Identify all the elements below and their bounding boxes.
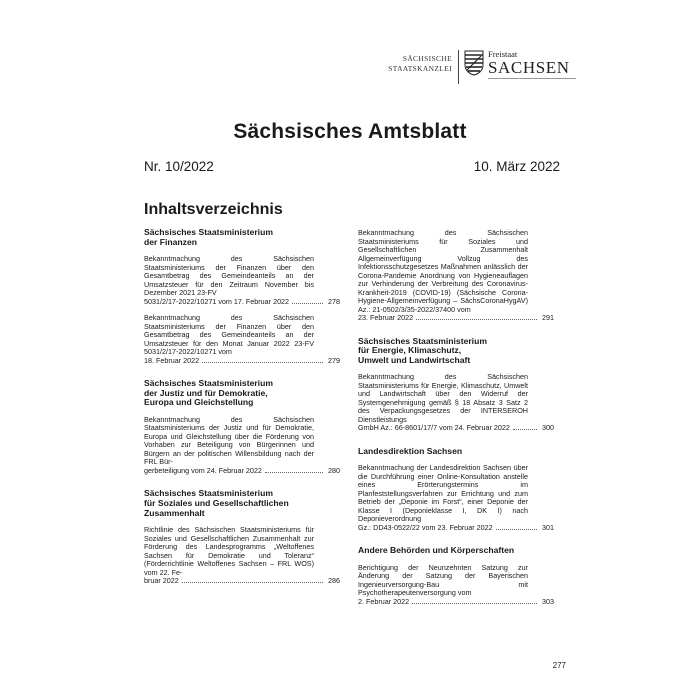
entry-page: 291 [542, 313, 554, 322]
entry-text: Bekanntmachung der Landesdirektion Sachsen über die Durchführung einer Online-Konsultation anstelle eines Erörterungstermins im Planfeststellungsverfahren zur Errichtung und zum Betrieb der „Deponie im Forst“, einer Deponie der Klasse I (Deponieklasse I, DK I) nach Deponieverordnung [358, 463, 528, 524]
toc-entry[interactable] [358, 464, 554, 532]
leader-dots [265, 467, 323, 473]
entry-last-text: gerbeteiligung vom 24. Februar 2022 [144, 465, 262, 475]
section-heading-line: der Finanzen [144, 236, 198, 247]
entry-last-line [144, 577, 340, 586]
header-divider [458, 50, 459, 84]
section-heading [144, 228, 340, 247]
staatskanzlei-logo-text [374, 54, 452, 73]
toc-entry[interactable] [144, 314, 340, 365]
entry-last-text: GmbH Az.: 66-8601/17/7 vom 24. Februar 2022 [358, 423, 510, 433]
leader-dots [292, 298, 323, 304]
entry-text: Bekanntmachung des Sächsischen Staatsministeriums der Finanzen über den Gesamtbetrag des Gemeindeanteils an der Umsatzsteuer für den Zeitraum November bis Dezember 2021 23-FV [144, 254, 314, 298]
entry-last-text: 5031/2/17-2022/10271 vom 17. Februar 2022 [144, 296, 290, 306]
freistaat-label: Freistaat [488, 49, 518, 59]
section-heading-line: Landesdirektion Sachsen [358, 445, 463, 456]
entry-text: Richtlinie des Sächsischen Staatsministeriums für Soziales und Gesellschaftlichen Zusammenhalt zur Förderung des Landesprogramms „Weltoffenes Sachsen für Demokratie und Toleranz“ (Förderrichtlinie Weltoffenes Sachsen – FRL WOS) vom 22. Fe- [144, 525, 314, 577]
leader-dots [182, 577, 323, 583]
saxony-crest-icon [464, 50, 484, 76]
kanzlei-line-1: SÄCHSISCHE [402, 54, 452, 63]
entry-last-line [144, 467, 340, 476]
toc-section [358, 229, 554, 323]
entry-page: 286 [328, 576, 340, 586]
entry-last-line [358, 524, 554, 533]
toc-entry[interactable] [144, 416, 340, 476]
entry-text: Berichtigung der Neunzehnten Satzung zur Änderung der Satzung der Bayerischen Ingenieurversorgung-Bau mit Psychotherapeutenversorgung vom [358, 562, 528, 598]
section-heading [358, 337, 554, 366]
section-heading-line: der Justiz und für Demokratie, [144, 387, 268, 398]
toc-entry[interactable] [358, 229, 554, 323]
issue-number: Nr. 10/2022 [144, 159, 214, 174]
toc-section [144, 489, 340, 585]
section-heading-line: für Energie, Klimaschutz, [358, 345, 462, 356]
toc-entry[interactable] [358, 564, 554, 607]
entry-text: Bekanntmachung des Sächsischen Staatsministeriums für Energie, Klimaschutz, Umwelt und Landwirtschaft über den Widerruf der Systemgenehmigung gemäß § 18 Absatz 3 Satz 2 des Verpackungsgesetzes der INTERSEROH Dienstleistungs [358, 372, 528, 424]
document-page [124, 28, 576, 676]
toc-column-left [144, 228, 340, 600]
toc-section [358, 337, 554, 433]
entry-text: Bekanntmachung des Sächsischen Staatsministeriums für Soziales und Gesellschaftlichen Zusammenhalt Allgemeinverfügung Vollzug des Infektionsschutzgesetzes Maßnahmen anlässlich der Corona-Pandemie Anordnung von Hygieneauflagen zur Verhinderung der Verbreitung des Coronavirus-Krankheit-2019 (COVID-19) (Sächsische Corona-Hygiene-Allgemeinverfügung – SächsCoronaHygAV) Az.: 21-0502/3/35-2022/37400 vom [358, 228, 528, 314]
section-heading-line: Umwelt und Landwirtschaft [358, 354, 471, 365]
entry-last-line [144, 298, 340, 307]
entry-page: 303 [542, 596, 554, 606]
entry-page: 278 [328, 296, 340, 306]
section-heading [144, 379, 340, 408]
entry-last-line [358, 598, 554, 607]
leader-dots [416, 314, 537, 320]
section-heading-line: Sächsisches Staatsministerium [144, 488, 273, 499]
leader-dots [496, 524, 537, 530]
toc-entry[interactable] [358, 373, 554, 433]
entry-page: 280 [328, 465, 340, 475]
entry-page: 279 [328, 355, 340, 365]
section-heading-line: Sächsisches Staatsministerium [144, 378, 273, 389]
leader-dots [513, 424, 537, 430]
entry-text: Bekanntmachung des Sächsischen Staatsministeriums der Finanzen über den Gesamtbetrag des Gemeindeanteils an der Umsatzsteuer für den Monat Januar 2022 23-FV 5031/2/17-2022/10271 vom [144, 313, 314, 357]
entry-last-line [358, 424, 554, 433]
leader-dots [202, 357, 323, 363]
section-heading-line: Zusammenhalt [144, 507, 205, 518]
logo-underline [488, 78, 576, 79]
kanzlei-line-2: STAATSKANZLEI [388, 63, 452, 73]
header [124, 38, 576, 88]
section-heading-line: Andere Behörden und Körperschaften [358, 545, 515, 556]
toc-section [144, 379, 340, 475]
entry-last-text: 2. Februar 2022 [358, 596, 410, 606]
toc-section [144, 228, 340, 365]
toc-entry[interactable] [144, 526, 340, 586]
toc-heading: Inhaltsverzeichnis [144, 201, 283, 218]
document-title: Sächsisches Amtsblatt [233, 120, 467, 143]
section-heading-line: Sächsisches Staatsministerium [358, 335, 487, 346]
section-heading [358, 447, 554, 457]
entry-text: Bekanntmachung des Sächsischen Staatsministeriums der Justiz und für Demokratie, Europa und Gleichstellung über die Förderung von Vorhaben zur Beteiligung von Bürgerinnen und Bürgern an der politischen Willensbildung nach der FRL Bür- [144, 414, 314, 467]
toc-column-right [358, 229, 554, 620]
section-heading [358, 546, 554, 556]
entry-page: 300 [542, 423, 554, 433]
entry-last-line [358, 314, 554, 323]
entry-last-line [144, 357, 340, 366]
page-number: 277 [552, 661, 566, 670]
sachsen-label: SACHSEN [488, 58, 570, 77]
entry-page: 301 [542, 522, 554, 532]
section-heading-line: Sächsisches Staatsministerium [144, 227, 273, 237]
section-heading-line: Europa und Gleichstellung [144, 397, 254, 408]
section-heading [144, 489, 340, 518]
toc-section [358, 546, 554, 606]
section-heading-line: für Soziales und Gesellschaftlichen [144, 498, 289, 509]
leader-dots [412, 598, 537, 604]
entry-last-text: bruar 2022 [144, 576, 179, 586]
toc-entry[interactable] [144, 255, 340, 306]
toc-section [358, 447, 554, 533]
entry-last-text: 23. Februar 2022 [358, 313, 414, 322]
entry-last-text: Gz.: DD43-0522/22 vom 23. Februar 2022 [358, 522, 493, 532]
entry-last-text: 18. Februar 2022 [144, 355, 200, 365]
issue-date: 10. März 2022 [473, 159, 560, 174]
